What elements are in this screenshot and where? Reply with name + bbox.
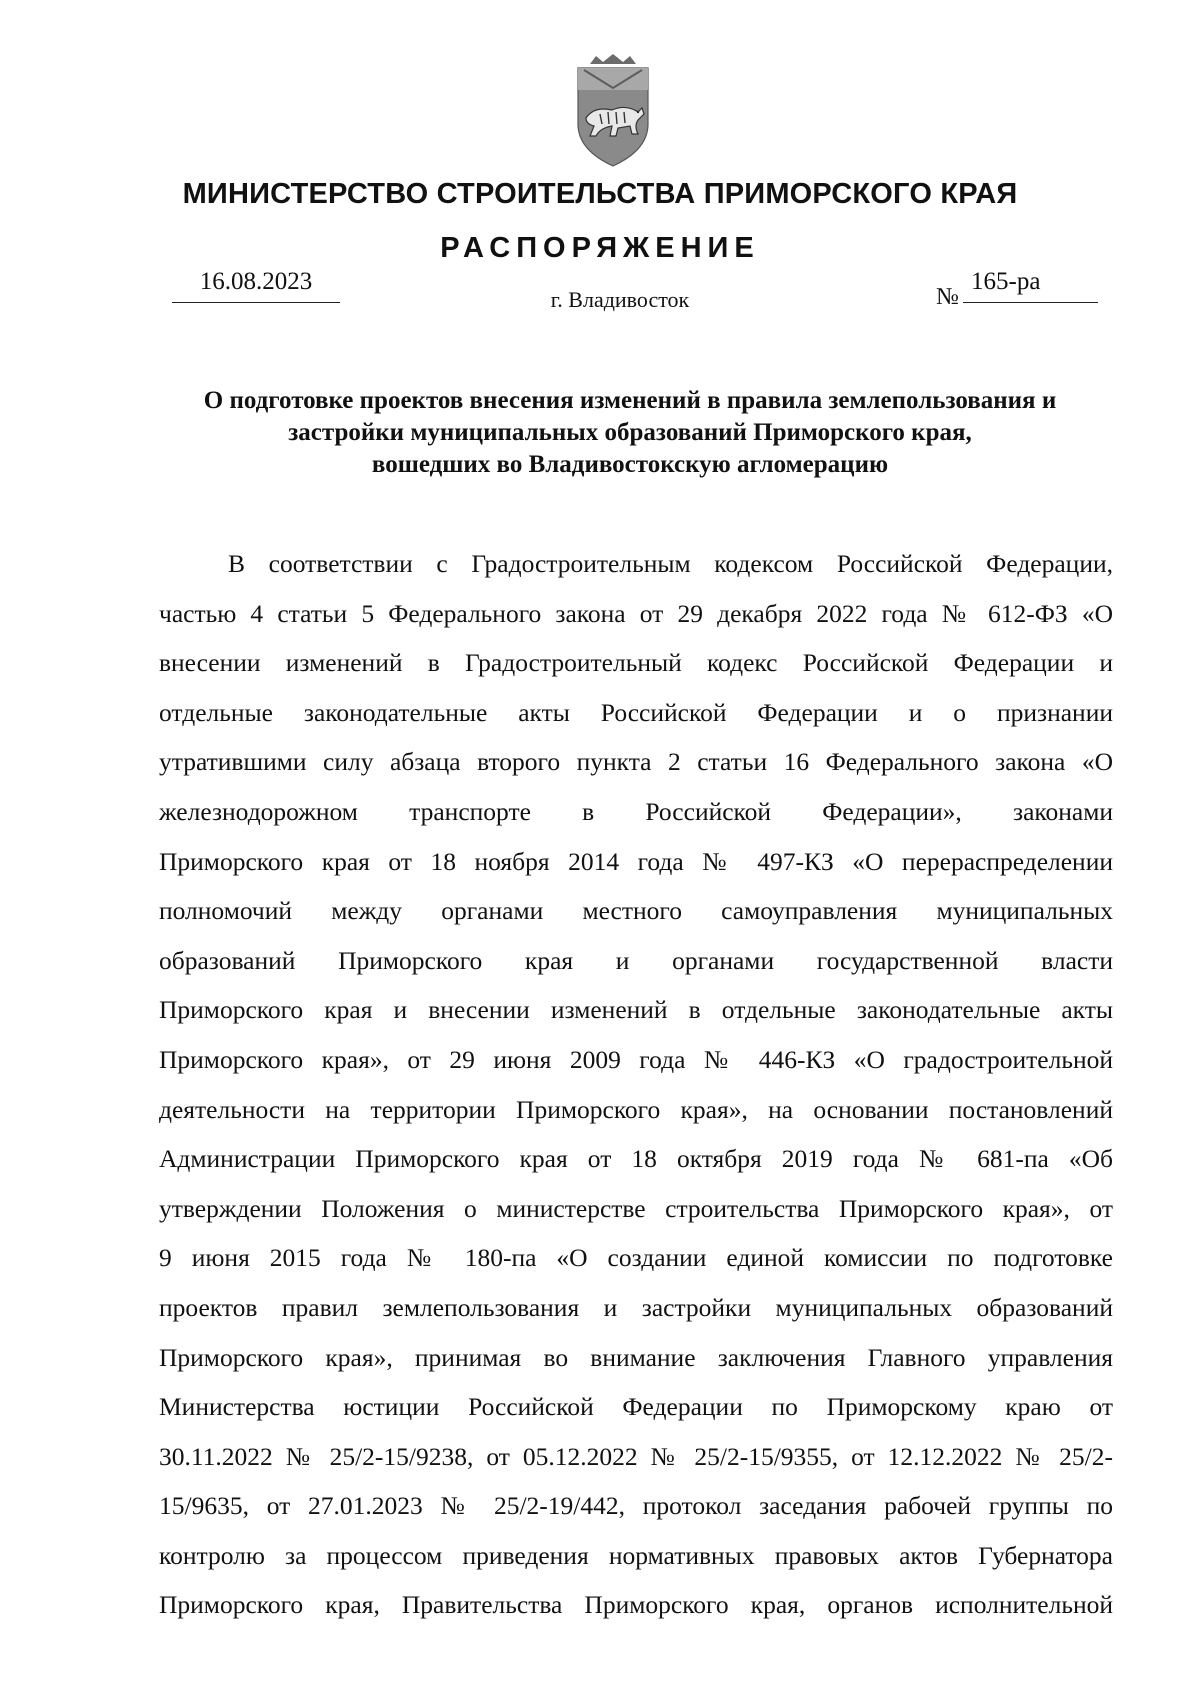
- body-line: В соответствии с Градостроительным кодексом Российской Федерации,: [228, 549, 1113, 578]
- document-body: [159, 539, 1113, 1630]
- body-line: Приморского края и внесении изменений в отдельные законодательные акты: [159, 995, 1113, 1025]
- document-city: г. Владивосток: [550, 287, 690, 312]
- body-line: частью 4 статьи 5 Федерального закона от 29 декабря 2022 года № 612-ФЗ «О: [159, 598, 1113, 628]
- coat-of-arms-icon: [572, 54, 654, 170]
- body-line: образований Приморского края и органами государственной власти: [159, 945, 1113, 975]
- body-line: полномочий между органами местного самоуправления муниципальных: [159, 896, 1113, 926]
- body-line: утверждении Положения о министерстве строительства Приморского края», от: [159, 1193, 1113, 1223]
- document-type-title: РАСПОРЯЖЕНИЕ: [440, 232, 760, 264]
- number-sign: №: [936, 284, 959, 310]
- body-line: утратившими силу абзаца второго пункта 2 статьи 16 Федерального закона «О: [159, 747, 1113, 777]
- subject-line: О подготовке проектов внесения изменений в правила землепользования и: [203, 387, 1057, 414]
- body-line: 30.11.2022 № 25/2-15/9238, от 05.12.2022 № 25/2-15/9355, от 12.12.2022 № 25/2-: [159, 1441, 1113, 1471]
- body-line: контролю за процессом приведения нормативных правовых актов Губернатора: [159, 1540, 1113, 1570]
- body-line: Приморского края, Правительства Приморского края, органов исполнительной: [159, 1590, 1113, 1620]
- body-line: железнодорожном транспорте в Российской Федерации», законами: [159, 796, 1113, 826]
- body-line: 15/9635, от 27.01.2023 № 25/2-19/442, протокол заседания рабочей группы по: [159, 1491, 1113, 1521]
- document-subject: [150, 385, 1110, 481]
- body-line: Министерства юстиции Российской Федерации по Приморскому краю от: [159, 1392, 1113, 1422]
- body-line: отдельные законодательные акты Российской Федерации и о признании: [159, 697, 1113, 727]
- ministry-title: МИНИСТЕРСТВО СТРОИТЕЛЬСТВА ПРИМОРСКОГО КРАЯ: [182, 178, 1018, 210]
- subject-line: вошедших во Владивостокскую агломерацию: [371, 451, 889, 478]
- body-line: деятельности на территории Приморского края», на основании постановлений: [159, 1094, 1113, 1124]
- body-line: Приморского края», принимая во внимание заключения Главного управления: [159, 1342, 1113, 1372]
- document-date: 16.08.2023: [172, 268, 340, 303]
- document-number: 165-ра: [963, 268, 1098, 303]
- body-line: внесении изменений в Градостроительный кодекс Российской Федерации и: [159, 648, 1113, 678]
- body-line: 9 июня 2015 года № 180-па «О создании единой комиссии по подготовке: [159, 1243, 1113, 1273]
- subject-line: застройки муниципальных образований Приморского края,: [288, 419, 972, 446]
- body-line: проектов правил землепользования и застройки муниципальных образований: [159, 1292, 1113, 1322]
- body-line: Администрации Приморского края от 18 октября 2019 года № 681-па «Об: [159, 1144, 1113, 1174]
- body-line: Приморского края от 18 ноября 2014 года № 497-КЗ «О перераспределении: [159, 846, 1113, 876]
- body-line: Приморского края», от 29 июня 2009 года № 446-КЗ «О градостроительной: [159, 1044, 1113, 1074]
